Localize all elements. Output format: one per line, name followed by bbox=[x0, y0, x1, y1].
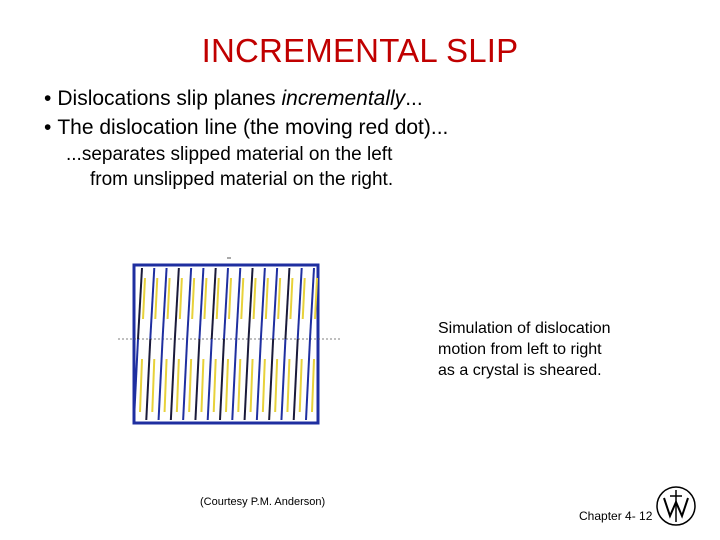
caption-line-2: motion from left to right bbox=[438, 341, 602, 358]
chapter-page-label: Chapter 4- 12 bbox=[579, 509, 653, 523]
caption-line-3: as a crystal is sheared. bbox=[438, 362, 602, 379]
caption-line-1: Simulation of dislocation bbox=[438, 320, 611, 337]
bullet-item-2 bbox=[44, 113, 448, 142]
bullet-item-1 bbox=[44, 84, 448, 113]
bullet-marker: • bbox=[44, 116, 52, 139]
slide-title: INCREMENTAL SLIP bbox=[201, 32, 519, 69]
dislocation-simulation-figure bbox=[112, 250, 347, 430]
bullet-text: Dislocations slip planes bbox=[57, 87, 282, 110]
bullet-text: The dislocation line (the moving red dot)... bbox=[57, 116, 449, 139]
figure-caption bbox=[438, 318, 668, 381]
courtesy-credit: (Courtesy P.M. Anderson) bbox=[200, 496, 326, 508]
publisher-logo-icon bbox=[654, 484, 698, 528]
bullet-text-tail: ... bbox=[405, 87, 423, 110]
sub-line-1: ...separates slipped material on the left bbox=[66, 144, 393, 165]
bullet-text-italic: incrementally bbox=[281, 87, 406, 110]
bullet-list bbox=[44, 84, 448, 142]
sub-line-2: from unslipped material on the right. bbox=[90, 169, 394, 190]
bullet-marker: • bbox=[44, 87, 52, 110]
sub-text bbox=[66, 142, 393, 192]
